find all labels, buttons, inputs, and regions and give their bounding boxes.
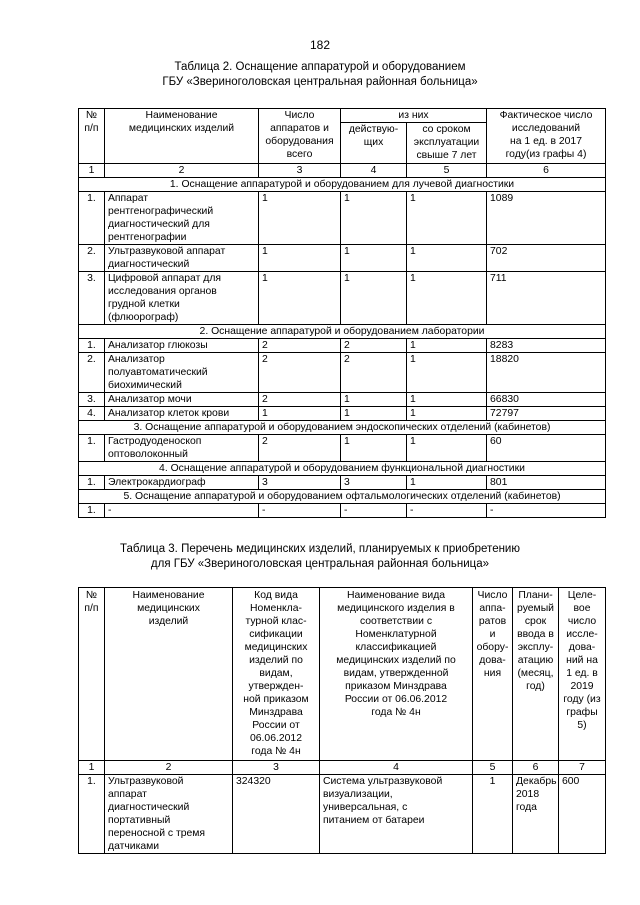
active-count: 1: [341, 407, 407, 421]
col-header-target: Целе- вое число иссле- дова- ний на 1 ед. в 2019 году (из графы 5): [559, 588, 606, 761]
total-count: 2: [259, 393, 341, 407]
active-count: 1: [341, 393, 407, 407]
col-header-num: № п/п: [79, 588, 105, 761]
old-count: 1: [407, 245, 487, 272]
planned-purchases-table: [78, 587, 606, 854]
old-count: 1: [407, 393, 487, 407]
studies-count: -: [487, 504, 606, 518]
table-row: [79, 407, 606, 421]
table-row: [79, 775, 606, 854]
total-count: 2: [259, 435, 341, 462]
old-count: 1: [407, 407, 487, 421]
table3-caption: [0, 542, 640, 572]
column-number: 4: [341, 164, 407, 178]
row-number: 3.: [79, 272, 105, 325]
section-title: 5. Оснащение аппаратурой и оборудованием офтальмологических отделений (кабинетов): [79, 490, 606, 504]
section-title: 1. Оснащение аппаратурой и оборудованием для лучевой диагностики: [79, 178, 606, 192]
old-count: 1: [407, 353, 487, 393]
device-name: Анализатор глюкозы: [105, 339, 259, 353]
total-count: -: [259, 504, 341, 518]
active-count: 1: [341, 272, 407, 325]
table2-caption-line: Таблица 2. Оснащение аппаратурой и оборудованием: [174, 61, 466, 73]
total-count: 2: [259, 339, 341, 353]
device-name: Электрокардиограф: [105, 476, 259, 490]
device-name: Цифровой аппарат для исследования органов грудной клетки (флюорограф): [105, 272, 259, 325]
studies-count: 66830: [487, 393, 606, 407]
target-studies: 600: [559, 775, 606, 854]
table3-caption-line: Таблица 3. Перечень медицинских изделий, планируемых к приобретению: [120, 543, 520, 555]
page-number: 182: [309, 38, 331, 52]
old-count: 1: [407, 192, 487, 245]
column-number: 3: [259, 164, 341, 178]
total-count: 1: [259, 407, 341, 421]
table-row: [79, 435, 606, 462]
total-count: 1: [259, 245, 341, 272]
column-number: 2: [105, 164, 259, 178]
table-row: [79, 245, 606, 272]
device-name: Ультразвуковой аппарат диагностический: [105, 245, 259, 272]
active-count: 2: [341, 353, 407, 393]
table-row: [79, 504, 606, 518]
section-row: [79, 462, 606, 476]
column-number: 7: [559, 761, 606, 775]
row-number: 3.: [79, 393, 105, 407]
section-row: [79, 325, 606, 339]
row-number: 1.: [79, 476, 105, 490]
device-name: Анализатор полуавтоматический биохимический: [105, 353, 259, 393]
row-number: 1.: [79, 775, 105, 854]
device-count: 1: [473, 775, 513, 854]
row-number: 1.: [79, 435, 105, 462]
table2-caption-line: ГБУ «Звериноголовская центральная районная больница»: [162, 75, 478, 88]
studies-count: 711: [487, 272, 606, 325]
studies-count: 8283: [487, 339, 606, 353]
row-number: 1.: [79, 504, 105, 518]
col-header-name: Наименование медицинских изделий: [105, 588, 233, 761]
table-row: [79, 476, 606, 490]
active-count: -: [341, 504, 407, 518]
section-row: [79, 490, 606, 504]
col-header-name: Наименование медицинских изделий: [105, 109, 259, 164]
column-number: 5: [473, 761, 513, 775]
row-number: 1.: [79, 192, 105, 245]
row-number: 2.: [79, 245, 105, 272]
row-number: 1.: [79, 339, 105, 353]
col-header-code: Код вида Номенкла- турной клас- сификации медицинских изделий по видам, утвержден- ной приказом Минздрава России от 06.06.2012 года № 4н: [233, 588, 320, 761]
old-count: 1: [407, 476, 487, 490]
table3-caption-line: для ГБУ «Звериноголовская центральная районная больница»: [150, 557, 490, 570]
total-count: 3: [259, 476, 341, 490]
table-row: [79, 353, 606, 393]
column-number: 1: [79, 164, 105, 178]
column-number: 3: [233, 761, 320, 775]
col-header-term: Плани- руемый срок ввода в эксплу- атацию (месяц, год): [513, 588, 559, 761]
total-count: 1: [259, 272, 341, 325]
section-title: 2. Оснащение аппаратурой и оборудованием лаборатории: [79, 325, 606, 339]
studies-count: 72797: [487, 407, 606, 421]
column-number: 4: [320, 761, 473, 775]
column-number: 1: [79, 761, 105, 775]
old-count: 1: [407, 272, 487, 325]
total-count: 1: [259, 192, 341, 245]
section-title: 4. Оснащение аппаратурой и оборудованием функциональной диагностики: [79, 462, 606, 476]
row-number: 4.: [79, 407, 105, 421]
table-row: [79, 339, 606, 353]
table-row: [79, 192, 606, 245]
col-header-active: действую- щих: [341, 123, 407, 164]
column-number: 6: [487, 164, 606, 178]
row-number: 2.: [79, 353, 105, 393]
device-name: Аппарат рентгенографический диагностический для рентгенографии: [105, 192, 259, 245]
equipment-table: [78, 108, 606, 518]
studies-count: 18820: [487, 353, 606, 393]
table-row: [79, 272, 606, 325]
section-row: [79, 178, 606, 192]
col-header-studies: Фактическое число исследований на 1 ед. в 2017 году(из графы 4): [487, 109, 606, 164]
col-header-count: Число аппа- ратов и обору- дова- ния: [473, 588, 513, 761]
active-count: 1: [341, 192, 407, 245]
table2-caption: [0, 60, 640, 90]
device-name: Анализатор клеток крови: [105, 407, 259, 421]
column-number: 5: [407, 164, 487, 178]
device-name: Ультразвуковой аппарат диагностический портативный переносной с тремя датчиками: [105, 775, 233, 854]
active-count: 2: [341, 339, 407, 353]
studies-count: 1089: [487, 192, 606, 245]
active-count: 1: [341, 245, 407, 272]
commissioning-term: Декабрь 2018 года: [513, 775, 559, 854]
section-title: 3. Оснащение аппаратурой и оборудованием эндоскопических отделений (кабинетов): [79, 421, 606, 435]
studies-count: 702: [487, 245, 606, 272]
table-row: [79, 393, 606, 407]
col-header-num: № п/п: [79, 109, 105, 164]
device-name: Анализатор мочи: [105, 393, 259, 407]
old-count: -: [407, 504, 487, 518]
old-count: 1: [407, 339, 487, 353]
col-header-old: со сроком эксплуатации свыше 7 лет: [407, 123, 487, 164]
total-count: 2: [259, 353, 341, 393]
device-name: Гастродуоденоскоп оптоволоконный: [105, 435, 259, 462]
device-name: -: [105, 504, 259, 518]
active-count: 3: [341, 476, 407, 490]
classification-code: 324320: [233, 775, 320, 854]
studies-count: 60: [487, 435, 606, 462]
section-row: [79, 421, 606, 435]
column-number: 2: [105, 761, 233, 775]
active-count: 1: [341, 435, 407, 462]
col-header-count: Число аппаратов и оборудования всего: [259, 109, 341, 164]
device-kind: Система ультразвуковой визуализации, универсальная, с питанием от батареи: [320, 775, 473, 854]
old-count: 1: [407, 435, 487, 462]
column-number: 6: [513, 761, 559, 775]
studies-count: 801: [487, 476, 606, 490]
col-header-kind: Наименование вида медицинского изделия в соответствии с Номенклатурной классификацией медицинских изделий по видам, утвержденной приказом Минздрава России от 06.06.2012 года № 4н: [320, 588, 473, 761]
col-header-of-them: из них: [341, 109, 487, 123]
